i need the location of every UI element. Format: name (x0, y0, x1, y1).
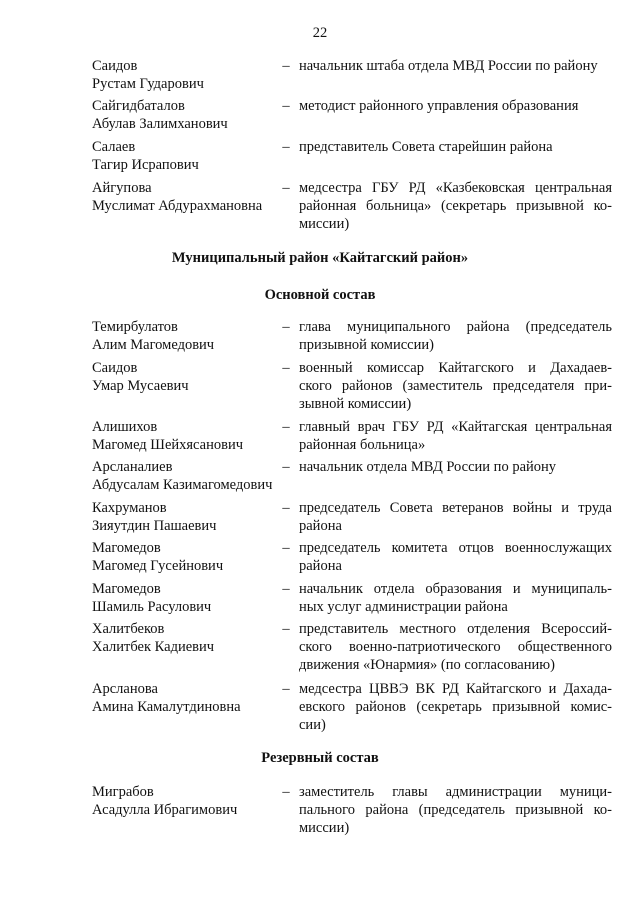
position-description (299, 458, 612, 476)
dash-separator: – (282, 581, 290, 597)
surname: Саидов (92, 360, 138, 376)
position-description (299, 620, 612, 674)
description-line: ского военно-патриотического общественного (299, 639, 612, 655)
list-item (92, 458, 612, 493)
position-description (299, 783, 612, 837)
district-heading: Муниципальный район «Кайтагский район» (171, 250, 469, 266)
list-item (92, 359, 612, 413)
surname: Арсланалиев (92, 459, 173, 475)
description-line: района (299, 558, 342, 574)
main-composition-heading: Основной состав (264, 287, 376, 303)
list-item (92, 138, 612, 173)
given-name: Абдусалам Казимагомедович (92, 477, 273, 493)
person-name (92, 499, 277, 535)
description-line: медсестра ЦВВЭ ВК РД Кайтагского и Дахада- (299, 681, 612, 697)
position-description (299, 57, 612, 75)
reserve-composition-heading: Резервный состав (261, 750, 379, 766)
dash-separator: – (282, 540, 290, 556)
given-name: Магомед Шейхясанович (92, 437, 244, 453)
description-line: районная больница» (секретарь призывной ко- (299, 198, 612, 214)
description-line: районная больница» (299, 437, 426, 453)
person-name (92, 57, 277, 93)
person-name (92, 97, 277, 133)
surname: Арсланова (92, 681, 158, 697)
person-name (92, 458, 277, 494)
list-item (92, 318, 612, 354)
position-description (299, 318, 612, 354)
surname: Миграбов (92, 784, 154, 800)
description-line: военный комиссар Кайтагского и Дахадаев- (299, 360, 612, 376)
position-description (299, 138, 612, 156)
surname: Саидов (92, 58, 138, 74)
surname: Алишихов (92, 419, 158, 435)
surname: Темирбулатов (92, 319, 178, 335)
page-number: 22 (312, 25, 328, 41)
list-item (92, 97, 612, 132)
description-line: представитель местного отделения Всероссий- (299, 621, 612, 637)
list-item (92, 580, 612, 616)
person-name (92, 680, 277, 716)
given-name: Амина Камалутдиновна (92, 699, 241, 715)
description-line: призывной комиссии) (299, 337, 434, 353)
surname: Айгупова (92, 180, 152, 196)
description-line: главный врач ГБУ РД «Кайтагская центральная (299, 419, 612, 435)
person-name (92, 783, 277, 819)
given-name: Халитбек Кадиевич (92, 639, 215, 655)
position-description (299, 539, 612, 575)
position-description (299, 680, 612, 734)
list-item (92, 179, 612, 233)
surname: Халитбеков (92, 621, 165, 637)
position-description (299, 499, 612, 535)
description-line: ных услуг администрации района (299, 599, 508, 615)
description-line: председатель Совета ветеранов войны и труда (299, 500, 612, 516)
description-line: миссии) (299, 820, 350, 836)
description-line: района (299, 518, 342, 534)
dash-separator: – (282, 98, 290, 114)
description-line: начальник штаба отдела МВД России по району (299, 58, 598, 74)
person-name (92, 359, 277, 395)
description-line: миссии) (299, 216, 350, 232)
given-name: Магомед Гусейнович (92, 558, 224, 574)
surname: Магомедов (92, 540, 161, 556)
description-line: евского районов (секретарь призывной комис- (299, 699, 612, 715)
list-item (92, 499, 612, 535)
dash-separator: – (282, 621, 290, 637)
given-name: Шамиль Расулович (92, 599, 212, 615)
description-line: глава муниципального района (председатель (299, 319, 612, 335)
given-name: Асадулла Ибрагимович (92, 802, 238, 818)
position-description (299, 179, 612, 233)
given-name: Алим Магомедович (92, 337, 215, 353)
surname: Магомедов (92, 581, 161, 597)
dash-separator: – (282, 784, 290, 800)
list-item (92, 418, 612, 454)
surname: Сайгидбаталов (92, 98, 185, 114)
dash-separator: – (282, 360, 290, 376)
description-line: медсестра ГБУ РД «Казбековская центральная (299, 180, 612, 196)
description-line: движения «Юнармия» (по согласованию) (299, 657, 555, 673)
person-name (92, 318, 277, 354)
given-name: Абулав Залимханович (92, 116, 228, 132)
description-line: председатель комитета отцов военнослужащих (299, 540, 612, 556)
description-line: методист районного управления образования (299, 98, 579, 114)
list-item (92, 680, 612, 734)
list-item (92, 783, 612, 837)
surname: Салаев (92, 139, 136, 155)
list-item (92, 57, 612, 92)
description-line: зывной комиссии) (299, 396, 412, 412)
position-description (299, 97, 612, 115)
surname: Кахруманов (92, 500, 167, 516)
dash-separator: – (282, 139, 290, 155)
description-line: заместитель главы администрации муници- (299, 784, 612, 800)
given-name: Умар Мусаевич (92, 378, 189, 394)
list-item (92, 539, 612, 575)
given-name: Рустам Гударович (92, 76, 204, 92)
dash-separator: – (282, 319, 290, 335)
dash-separator: – (282, 180, 290, 196)
description-line: представитель Совета старейшин района (299, 139, 553, 155)
person-name (92, 539, 277, 575)
given-name: Тагир Исрапович (92, 157, 199, 173)
dash-separator: – (282, 500, 290, 516)
list-item (92, 620, 612, 674)
person-name (92, 138, 277, 174)
position-description (299, 580, 612, 616)
given-name: Муслимат Абдурахмановна (92, 198, 263, 214)
description-line: начальник отдела МВД России по району (299, 459, 557, 475)
dash-separator: – (282, 58, 290, 74)
dash-separator: – (282, 459, 290, 475)
description-line: сии) (299, 717, 326, 733)
given-name: Зияутдин Пашаевич (92, 518, 217, 534)
description-line: пального района (председатель призывной ко- (299, 802, 612, 818)
description-line: начальник отдела образования и муниципаль- (299, 581, 612, 597)
description-line: ского районов (заместитель председателя при- (299, 378, 612, 394)
position-description (299, 418, 612, 454)
dash-separator: – (282, 419, 290, 435)
position-description (299, 359, 612, 413)
person-name (92, 620, 277, 656)
person-name (92, 418, 277, 454)
person-name (92, 179, 277, 215)
dash-separator: – (282, 681, 290, 697)
person-name (92, 580, 277, 616)
